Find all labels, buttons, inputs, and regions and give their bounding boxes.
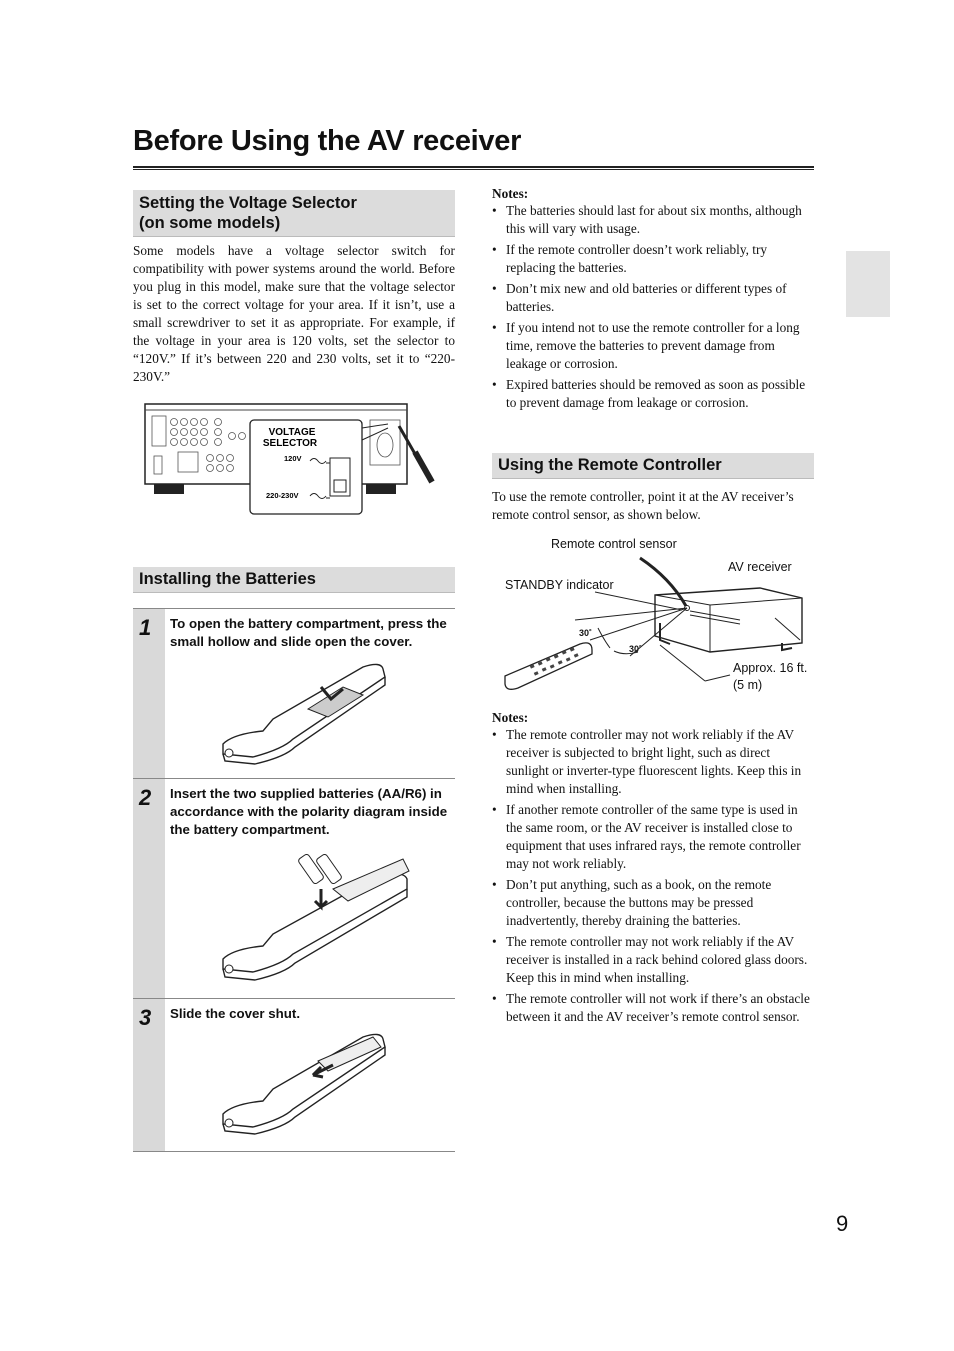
- section-thumb-tab: [846, 251, 890, 317]
- remote-open-cover-illustration: [213, 659, 393, 769]
- battery-step-3: [133, 998, 455, 1152]
- voltage-selector-label-2: SELECTOR: [262, 438, 318, 449]
- voltage-heading-line2: (on some models): [139, 214, 281, 232]
- notes-title: Notes:: [492, 186, 529, 201]
- remote-close-cover-illustration: [213, 1029, 393, 1139]
- voltage-120-label: 120V: [284, 454, 302, 463]
- voltage-220-label: 220-230V: [266, 491, 299, 500]
- note-item: • Don’t put anything, such as a book, on the remote controller, because the buttons may be pressed inadvertently, thereby draining the batteries.: [492, 876, 814, 930]
- title-rule: [133, 166, 814, 170]
- voltage-heading: [133, 190, 455, 237]
- remote-body: To use the remote controller, point it at the AV receiver’s remote control sensor, as shown below.: [492, 489, 794, 522]
- distance-label-1: Approx. 16 ft.: [733, 661, 808, 675]
- note-item: • If the remote controller doesn’t work reliably, try replacing the batteries.: [492, 241, 814, 277]
- remote-heading: Using the Remote Controller: [492, 453, 814, 479]
- note-item: • The batteries should last for about six months, although this will vary with usage.: [492, 202, 814, 238]
- angle-label-1: 30˚: [579, 628, 593, 638]
- standby-label: STANDBY indicator: [505, 578, 614, 592]
- note-item: • Don’t mix new and old batteries or different types of batteries.: [492, 280, 814, 316]
- battery-step-1: [133, 608, 455, 779]
- note-item: • The remote controller will not work if there’s an obstacle between it and the AV receiver’s remote control sensor.: [492, 990, 814, 1026]
- step-text: Insert the two supplied batteries (AA/R6) in accordance with the polarity diagram inside the battery compartment.: [170, 786, 448, 837]
- note-item: • The remote controller may not work reliably if the AV receiver is subjected to bright light, such as direct sunlight or inverter-type fluorescent lights. Keep this in mind when installing.: [492, 726, 814, 798]
- distance-label-2: (5 m): [733, 678, 763, 692]
- step-text: To open the battery compartment, press the small hollow and slide open the cover.: [170, 616, 447, 649]
- remote-notes: [492, 710, 814, 1029]
- step-number: 2: [139, 785, 152, 810]
- note-item: • Expired batteries should be removed as soon as possible to prevent damage from leakage or corrosion.: [492, 376, 814, 412]
- note-item: • If another remote controller of the same type is used in the same room, or the AV receiver is installed close to equipment that uses infrared rays, the remote controller may not work reliably.: [492, 801, 814, 873]
- angle-label-2: 30˚: [629, 644, 643, 654]
- voltage-selector-label-1: VOLTAGE: [268, 427, 316, 438]
- step-number: 1: [139, 615, 152, 640]
- notes-title: Notes:: [492, 710, 529, 725]
- note-item: • The remote controller may not work reliably if the AV receiver is installed in a rack behind colored glass doors. Keep this in mind when installing.: [492, 933, 814, 987]
- batteries-heading: Installing the Batteries: [133, 567, 455, 593]
- remote-insert-batteries-illustration: [213, 849, 413, 989]
- voltage-body: Some models have a voltage selector switch for compatibility with power systems around the world. Before you plug in this model, make sure that the voltage selector is set to the correct voltage for your area. If it isn’t, use a small screwdriver to set it as appropriate. For example, if the voltage in your area is 120 volts, set the selector to “120V.” If it’s between 220 and 230 volts, set it to “220-230V.”: [133, 243, 455, 384]
- remote-range-figure: [500, 548, 810, 696]
- note-item: • If you intend not to use the remote controller for a long time, remove the batteries to prevent damage from leakage or corrosion.: [492, 319, 814, 373]
- battery-step-2: [133, 778, 455, 999]
- receiver-label: AV receiver: [728, 560, 792, 574]
- voltage-selector-figure: [140, 400, 455, 518]
- step-number: 3: [139, 1005, 152, 1030]
- step-text: Slide the cover shut.: [170, 1006, 301, 1021]
- voltage-heading-line1: Setting the Voltage Selector: [139, 194, 357, 212]
- page-number: 9: [836, 1211, 849, 1236]
- battery-notes: [492, 186, 814, 415]
- page-title: Before Using the AV receiver: [133, 125, 522, 157]
- sensor-label: Remote control sensor: [551, 537, 677, 551]
